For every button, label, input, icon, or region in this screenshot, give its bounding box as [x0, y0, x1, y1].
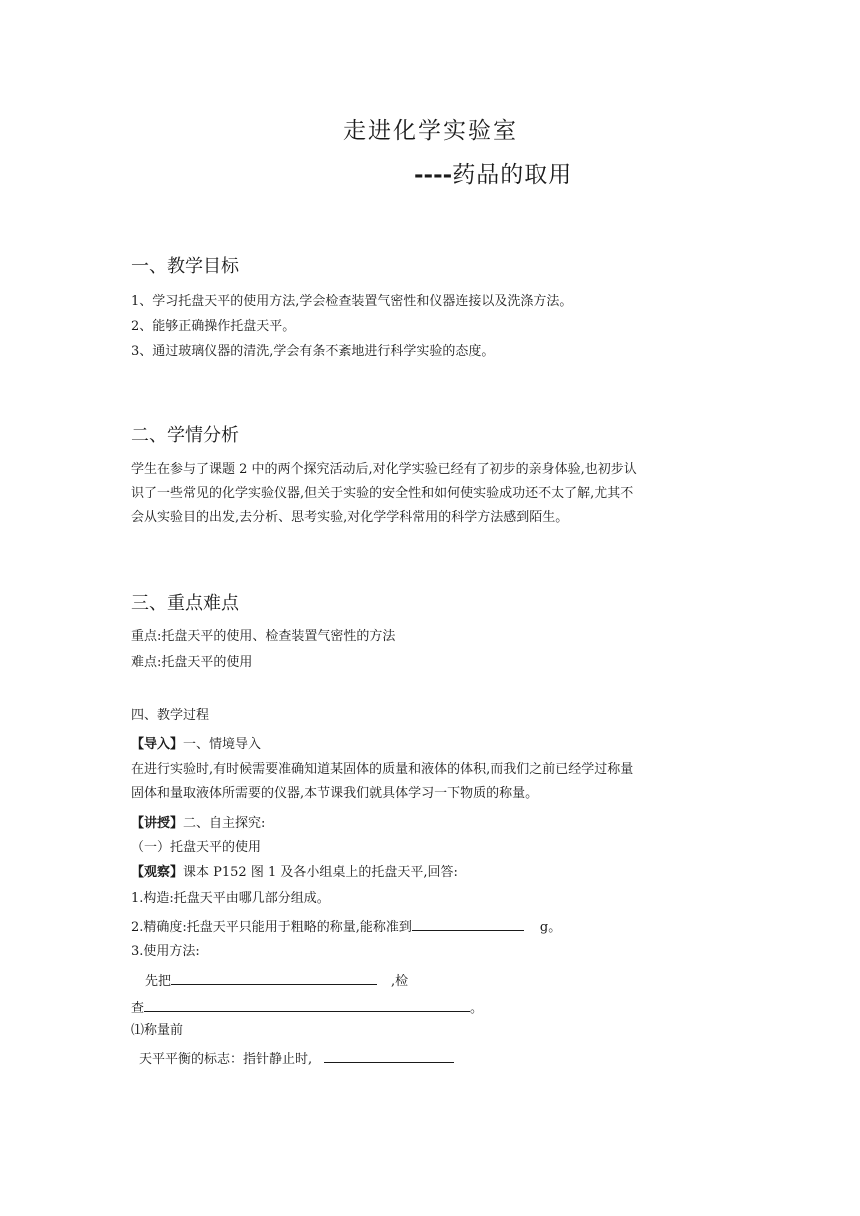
- usage-first-line: [145, 970, 408, 991]
- balance-sign-text: 天平平衡的标志：指针静止时,: [139, 1052, 313, 1067]
- precision-unit: g。: [539, 920, 562, 935]
- precision-blank[interactable]: [412, 916, 524, 931]
- usage-check-line: [131, 997, 483, 1018]
- intro-line: [131, 736, 261, 754]
- paragraph-line: 识了一些常见的化学实验仪器,但关于实验的安全性和如何使实验成功还不太了解,尤其不: [131, 486, 634, 501]
- subtitle-dash: ----: [414, 161, 453, 188]
- section-heading-analysis: 二、学情分析: [131, 425, 239, 446]
- first-blank[interactable]: [171, 970, 377, 985]
- document-title: 走进化学实验室: [343, 118, 518, 144]
- paragraph-line: 会从实验目的出发,去分析、思考实验,对化学学科常用的科学方法感到陌生。: [131, 510, 569, 525]
- paragraph-line: 在进行实验时,有时候需要准确知道某固体的质量和液体的体积,而我们之前已经学过称量: [131, 762, 634, 777]
- lecture-line: [131, 815, 265, 833]
- question-precision: [131, 916, 561, 937]
- check-prefix: 查: [131, 1001, 145, 1016]
- goal-item: 1、学习托盘天平的使用方法,学会检查装置气密性和仪器连接以及洗涤方法。: [131, 294, 573, 309]
- check-blank[interactable]: [144, 997, 470, 1012]
- intro-label: 【导入】: [131, 737, 184, 752]
- balance-sign-blank[interactable]: [324, 1048, 454, 1063]
- before-weighing: ⑴称量前: [131, 1023, 184, 1038]
- question-structure: 1.构造:托盘天平由哪几部分组成。: [131, 891, 330, 906]
- key-point: 重点:托盘天平的使用、检查装置气密性的方法: [131, 629, 396, 644]
- observe-text: 课本 P152 图 1 及各小组桌上的托盘天平,回答:: [183, 865, 458, 880]
- check-suffix: 。: [470, 1001, 484, 1016]
- paragraph-line: 学生在参与了课题 2 中的两个探究活动后,对化学实验已经有了初步的亲身体验,也初步认: [131, 462, 637, 477]
- lecture-text: 二、自主探究:: [183, 816, 266, 831]
- observe-label: 【观察】: [131, 865, 184, 880]
- first-prefix: 先把: [145, 974, 172, 989]
- intro-text: 一、情境导入: [183, 737, 262, 752]
- goal-item: 3、通过玻璃仪器的清洗,学会有条不紊地进行科学实验的态度。: [131, 344, 495, 359]
- precision-text: 2.精确度:托盘天平只能用于粗略的称量,能称准到: [131, 920, 412, 935]
- paragraph-line: 固体和量取液体所需要的仪器,本节课我们就具体学习一下物质的称量。: [131, 786, 539, 801]
- document-subtitle: [414, 156, 572, 189]
- section-heading-key-points: 三、重点难点: [131, 593, 239, 614]
- subtitle-text: 药品的取用: [452, 162, 573, 188]
- lecture-label: 【讲授】: [131, 816, 184, 831]
- balance-sign-line: [139, 1048, 454, 1069]
- section-heading-goals: 一、教学目标: [131, 256, 239, 277]
- subsection-balance: （一）托盘天平的使用: [131, 840, 262, 855]
- analysis-paragraph: [131, 458, 731, 530]
- intro-paragraph: [131, 758, 731, 806]
- first-suffix: ,检: [391, 974, 409, 989]
- observe-line: [131, 864, 458, 882]
- goal-item: 2、能够正确操作托盘天平。: [131, 319, 296, 334]
- section-heading-process: 四、教学过程: [131, 708, 210, 723]
- difficult-point: 难点:托盘天平的使用: [131, 655, 253, 670]
- question-usage: 3.使用方法:: [131, 944, 200, 959]
